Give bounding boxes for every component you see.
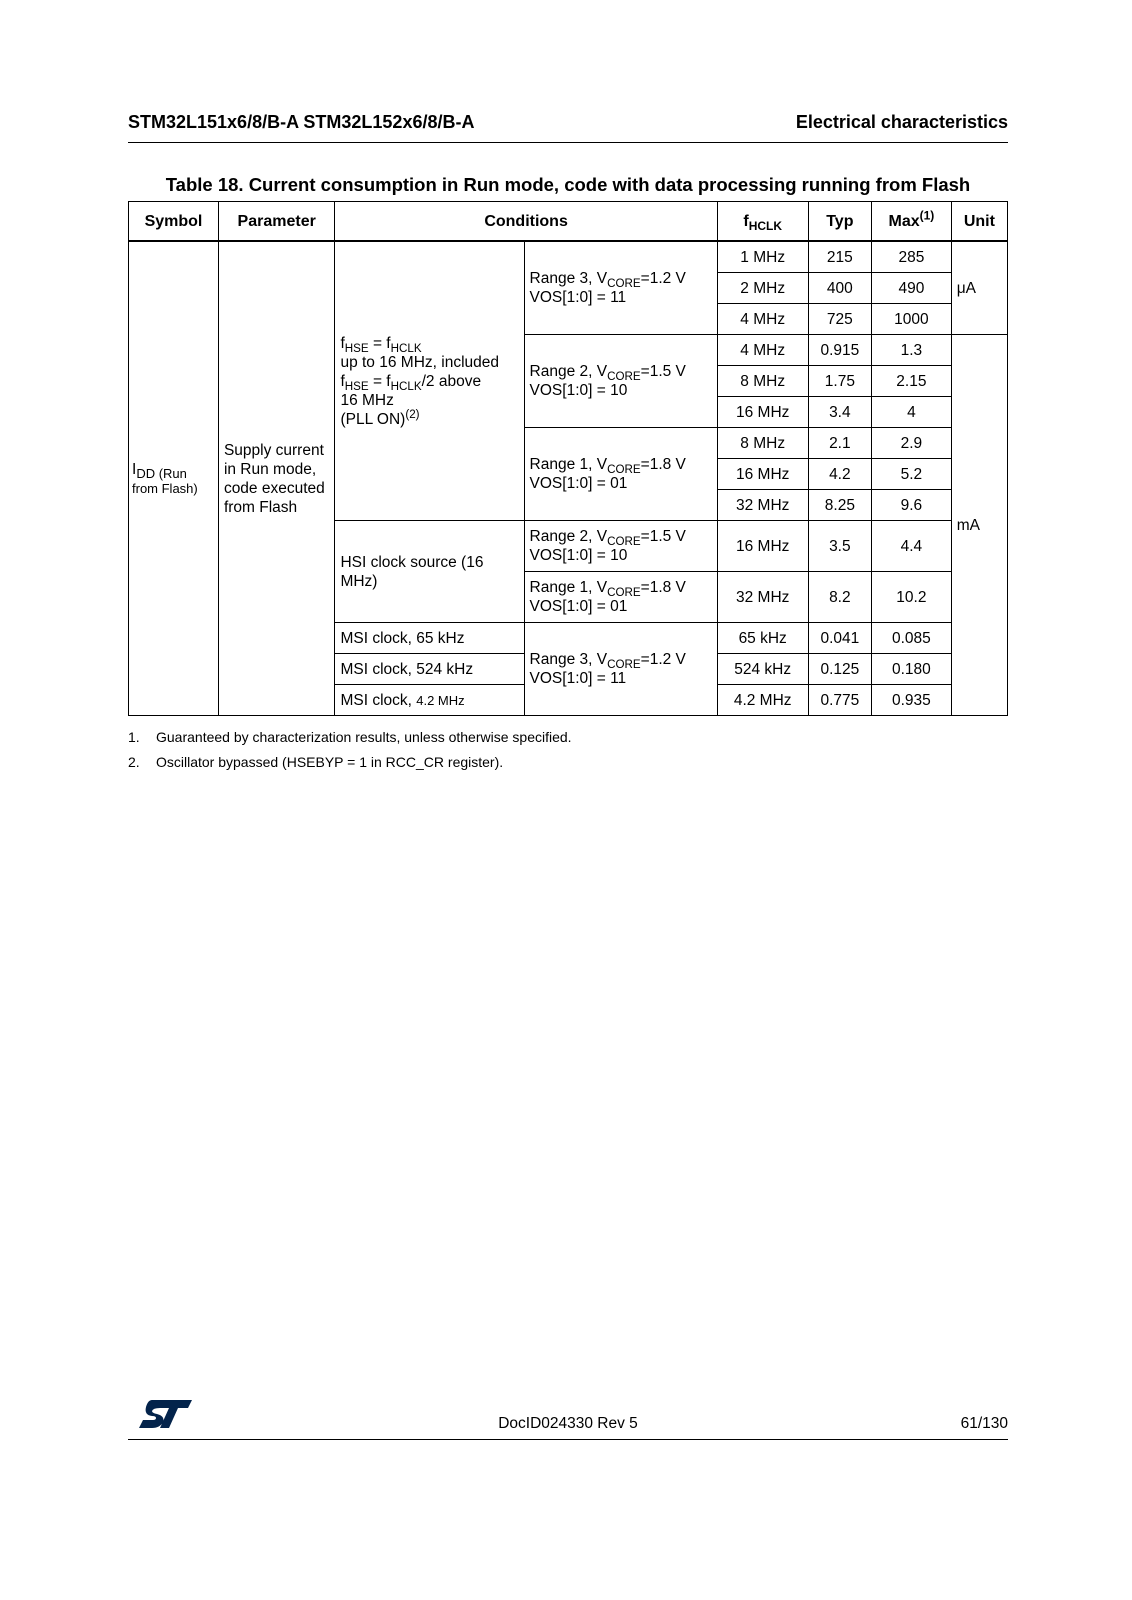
typ-value: 3.5 <box>808 521 871 572</box>
unit-microamp: μA <box>951 241 1007 335</box>
typ-value: 3.4 <box>808 397 871 428</box>
fhclk-value: 2 MHz <box>717 273 808 304</box>
page-footer <box>128 1413 1008 1440</box>
condition-hsi: HSI clock source (16 MHz) <box>335 521 524 623</box>
typ-value: 400 <box>808 273 871 304</box>
current-consumption-table <box>128 201 1008 716</box>
typ-value: 4.2 <box>808 459 871 490</box>
section-title: Electrical characteristics <box>795 112 1008 132</box>
condition-msi-524khz: MSI clock, 524 kHz <box>335 654 524 685</box>
max-value: 2.9 <box>872 428 952 459</box>
fhclk-value: 1 MHz <box>717 241 808 273</box>
footnote-2: 2. Oscillator bypassed (HSEBYP = 1 in RCC_CR register). <box>128 754 504 770</box>
typ-value: 2.1 <box>808 428 871 459</box>
max-value: 5.2 <box>872 459 952 490</box>
header-typ: Typ <box>808 202 871 242</box>
doc-title: STM32L151x6/8/B-A STM32L152x6/8/B-A <box>128 112 475 132</box>
max-value: 490 <box>872 273 952 304</box>
unit-milliamp: mA <box>951 335 1007 716</box>
header-unit: Unit <box>951 202 1007 242</box>
max-value: 10.2 <box>872 572 952 623</box>
range2-condition: Range 2, $V_{CORE}=1.5$ V VOS[1:0] = 10 <box>524 521 717 572</box>
fhclk-value: 16 MHz <box>717 521 808 572</box>
header-fhclk: $f_{HCLK}$ <box>717 202 808 242</box>
fhclk-value: 16 MHz <box>717 459 808 490</box>
typ-value: 8.25 <box>808 490 871 521</box>
table-notes <box>128 729 572 779</box>
max-value: 2.15 <box>872 366 952 397</box>
header-conditions: Conditions <box>335 202 717 242</box>
footnote-1: 1. Guaranteed by characterization results, unless otherwise specified. <box>128 729 572 745</box>
header-max: Max$^{(1)}$ <box>872 202 952 242</box>
fhclk-value: 4 MHz <box>717 304 808 335</box>
table-row <box>129 241 1008 273</box>
typ-value: 8.2 <box>808 572 871 623</box>
range1-condition: Range 1, $V_{CORE}=1.8$ V VOS[1:0] = 01 <box>524 428 717 521</box>
typ-value: 0.041 <box>808 623 871 654</box>
typ-value: 1.75 <box>808 366 871 397</box>
range1-condition: Range 1, $V_{CORE}=1.8$ V VOS[1:0] = 01 <box>524 572 717 623</box>
fhclk-value: 8 MHz <box>717 428 808 459</box>
max-value: 9.6 <box>872 490 952 521</box>
range3-condition: Range 3, $V_{CORE}=1.2$ V VOS[1:0] = 11 <box>524 623 717 716</box>
fhclk-value: 524 kHz <box>717 654 808 685</box>
max-value: 285 <box>872 241 952 273</box>
header-symbol: Symbol <box>129 202 219 242</box>
condition-pll: $f_{HSE} = f_{HCLK}$ up to 16 MHz, included $f_{HSE} = f_{HCLK}/2$ above 16 MHz (PLL ON)$^{(2)}$ <box>335 241 524 521</box>
typ-value: 725 <box>808 304 871 335</box>
header-parameter: Parameter <box>218 202 335 242</box>
fhclk-value: 4.2 MHz <box>717 685 808 716</box>
typ-value: 0.775 <box>808 685 871 716</box>
condition-msi-4mhz: MSI clock, 4.2 MHz <box>335 685 524 716</box>
table-caption: Table 18. Current consumption in Run mode, code with data processing running from Flash <box>165 174 971 195</box>
max-value: 1000 <box>872 304 952 335</box>
range3-condition: Range 3, $V_{CORE}=1.2$ V VOS[1:0] = 11 <box>524 241 717 335</box>
typ-value: 0.915 <box>808 335 871 366</box>
max-value: 4.4 <box>872 521 952 572</box>
fhclk-value: 32 MHz <box>717 572 808 623</box>
max-value: 4 <box>872 397 952 428</box>
parameter-cell: Supply current in Run mode, code executed from Flash <box>218 241 335 716</box>
condition-msi-65khz: MSI clock, 65 kHz <box>335 623 524 654</box>
page-number: 61/130 <box>960 1415 1008 1432</box>
max-value: 0.180 <box>872 654 952 685</box>
typ-value: 0.125 <box>808 654 871 685</box>
fhclk-value: 65 kHz <box>717 623 808 654</box>
fhclk-value: 4 MHz <box>717 335 808 366</box>
fhclk-value: 8 MHz <box>717 366 808 397</box>
range2-condition: Range 2, $V_{CORE}=1.5$ V VOS[1:0] = 10 <box>524 335 717 428</box>
max-value: 0.085 <box>872 623 952 654</box>
max-value: 0.935 <box>872 685 952 716</box>
table-header-row <box>129 202 1008 242</box>
symbol-cell: $I_{DD (Run}$ from Flash) <box>129 241 219 716</box>
document-id: DocID024330 Rev 5 <box>498 1415 638 1432</box>
max-value: 1.3 <box>872 335 952 366</box>
page-header <box>128 108 1008 143</box>
typ-value: 215 <box>808 241 871 273</box>
fhclk-value: 16 MHz <box>717 397 808 428</box>
fhclk-value: 32 MHz <box>717 490 808 521</box>
